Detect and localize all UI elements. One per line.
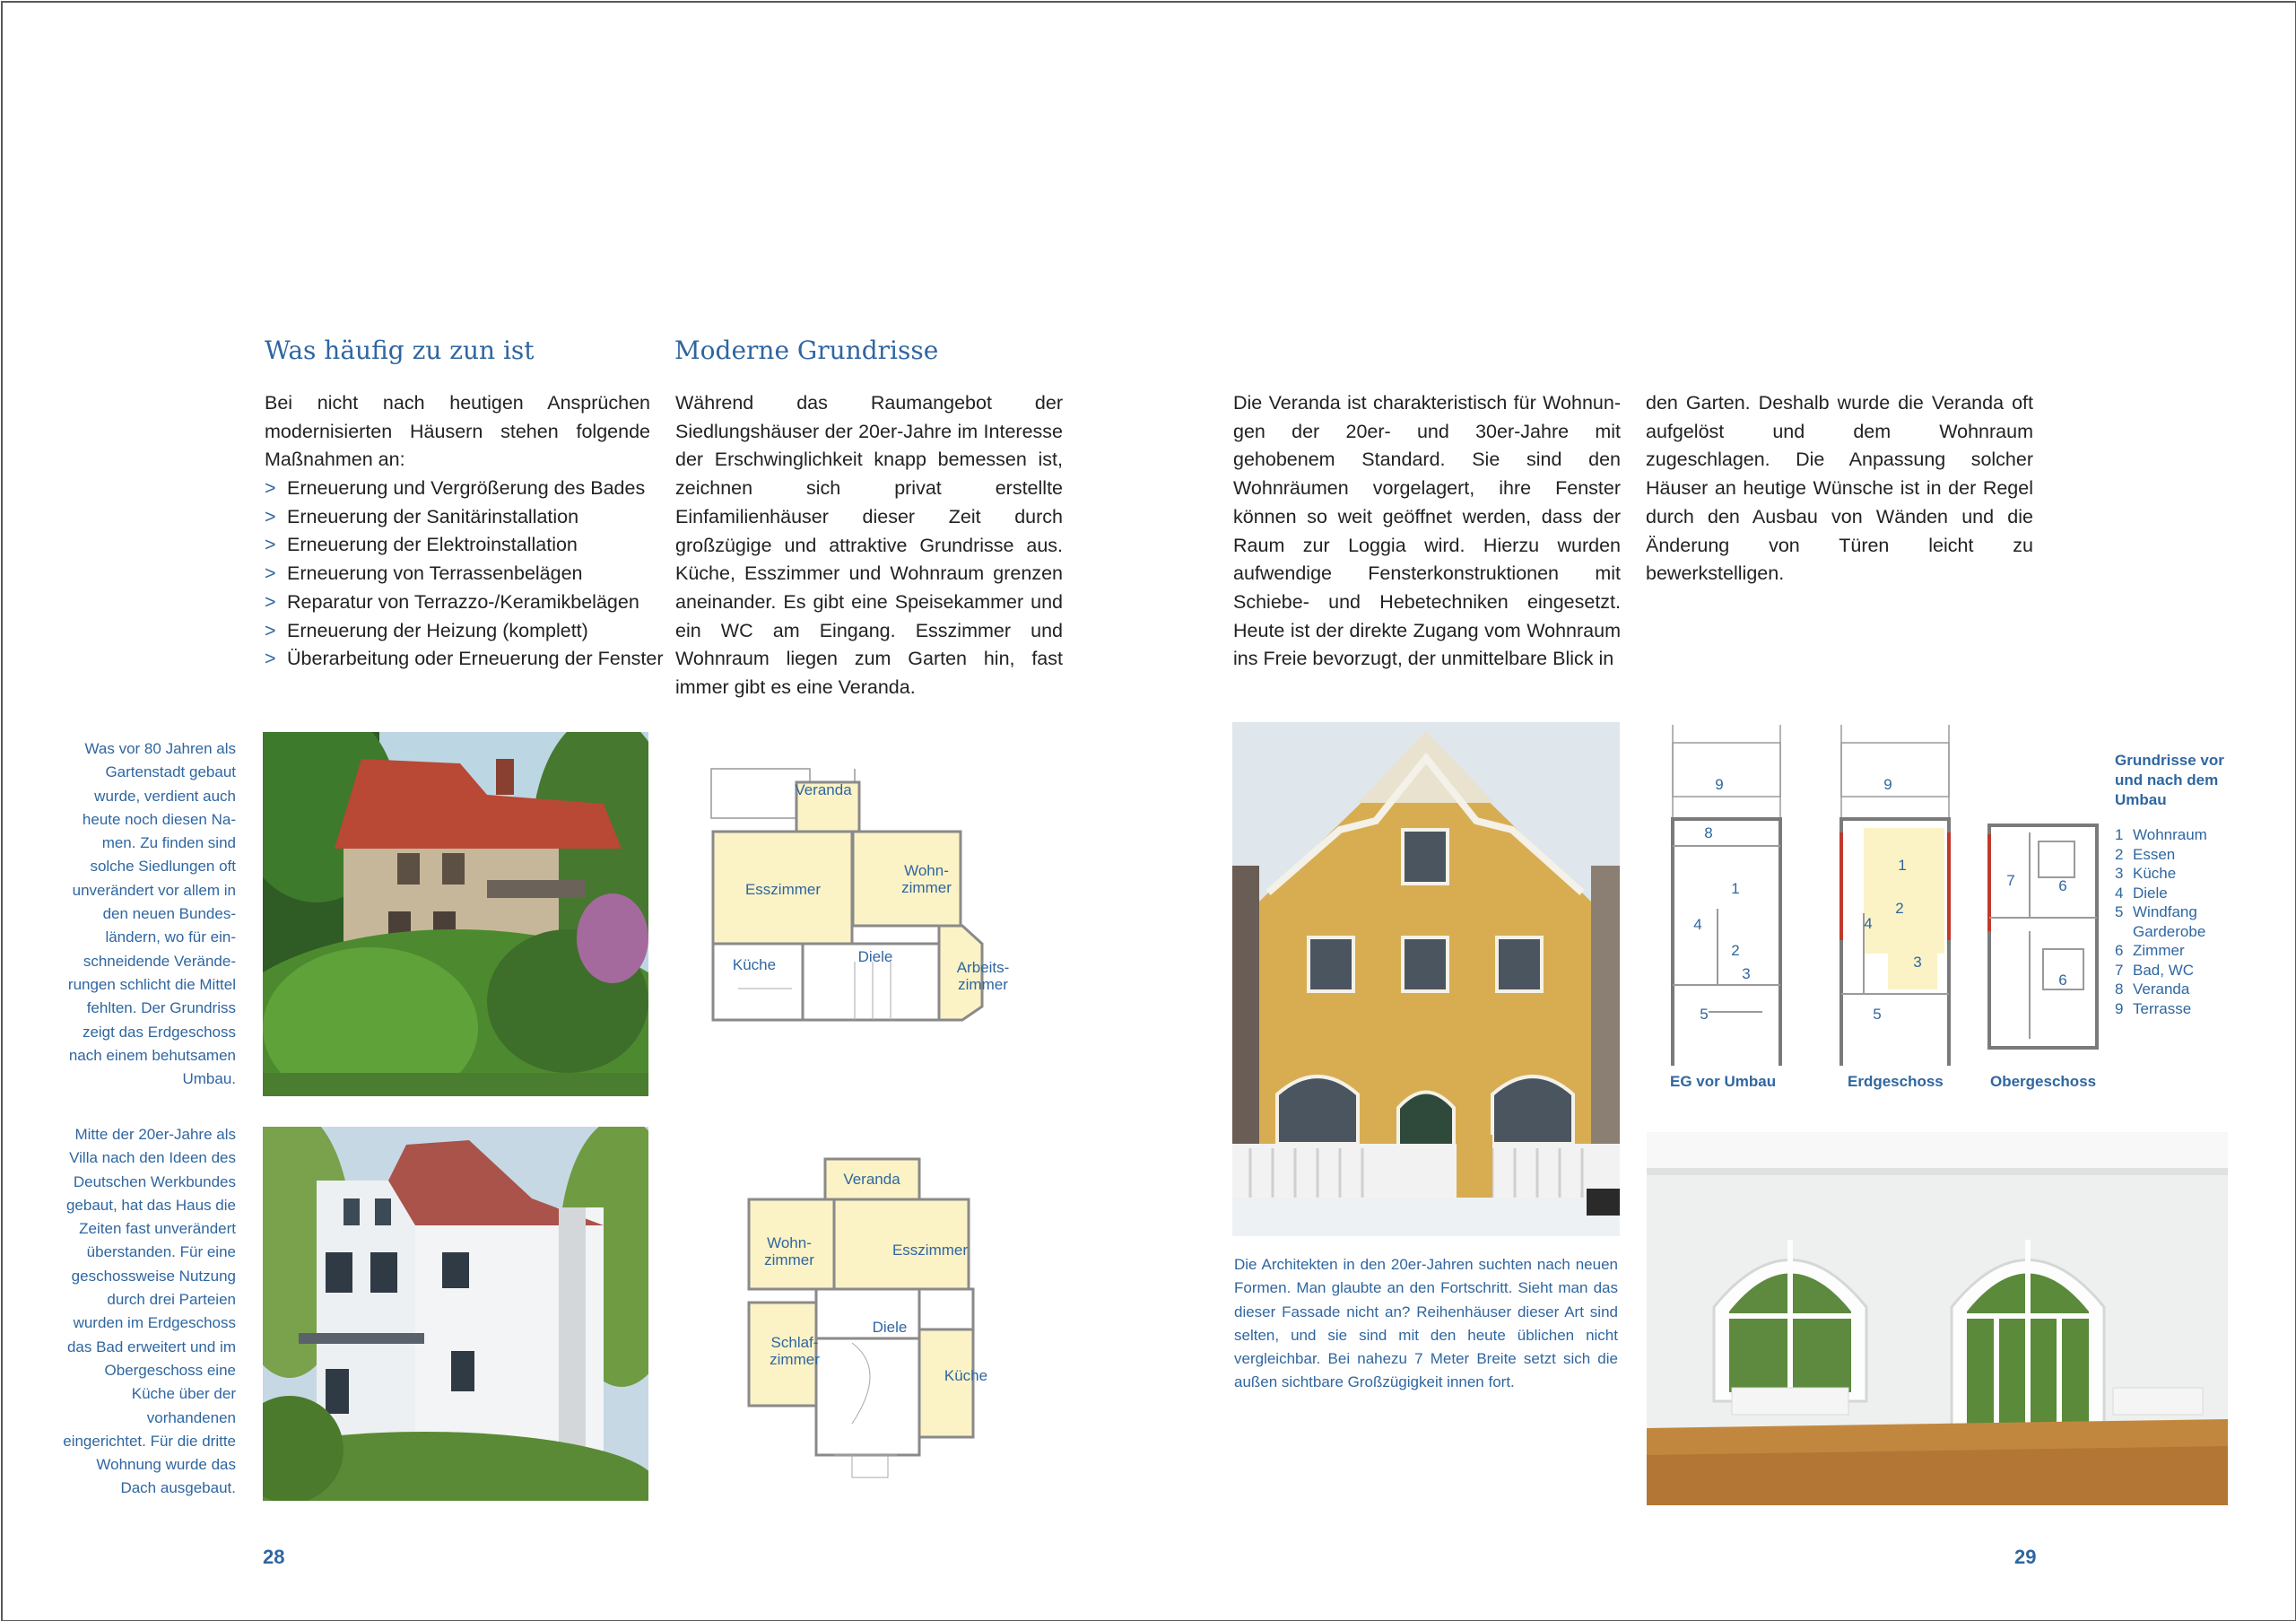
- room-label: zimmer: [764, 1251, 814, 1268]
- legend-item: Garderobe: [2133, 922, 2206, 940]
- legend-item: 9 Terrasse: [2115, 999, 2192, 1017]
- list-item: > Erneuerung der Sanitärinstallation: [265, 505, 579, 527]
- plan-label-ground: Erdgeschoss: [1848, 1073, 1944, 1090]
- legend-item: 6 Zimmer: [2115, 942, 2185, 959]
- page-number-left: 28: [263, 1546, 285, 1568]
- svg-text:1: 1: [1731, 880, 1740, 897]
- veranda-text-cont: den Garten. Deshalb wurde die Veranda oft aufgelöst und dem Wohnraum zugeschlagen. Die Anpassung solcher Häuser an heutige Wünsche ist in der Regel durch den Ausbau von Wänden und die Änderung von Türen leicht zu bewerkstelligen.: [1646, 392, 2033, 585]
- photo-yellow-facade: [1232, 722, 1620, 1236]
- photo-garden-house: [263, 732, 648, 1096]
- svg-text:9: 9: [1883, 776, 1892, 793]
- heading-maintenance: Was häufig zu zun ist: [265, 336, 535, 365]
- room-label: zimmer: [901, 879, 952, 896]
- svg-text:4: 4: [1693, 916, 1702, 933]
- room-label: Esszimmer: [744, 881, 822, 898]
- room-label: Veranda: [795, 781, 852, 798]
- list-item: > Erneuerung von Terrassenbelägen: [265, 562, 583, 585]
- legend-item: 2 Essen: [2115, 845, 2176, 863]
- legend-title: Grundrisse vor und nach dem Umbau: [2115, 752, 2224, 808]
- list-item: > Reparatur von Terrazzo-/Keramikbelägen: [265, 590, 639, 613]
- list-item: > Überarbeitung oder Erneuerung der Fenster: [265, 648, 664, 670]
- list-item: > Erneuerung und Vergrößerung des Bades: [265, 477, 646, 499]
- maintenance-list: [265, 475, 664, 674]
- caption-garden-city: Was vor 80 Jahren als Gartenstadt gebaut wurde, verdient auch heute noch diesen Namen. Zu finden sind solche Siedlungen oft unverändert vor allem in den neuen Bundesländern, wo für einschneidende Veränderungen schlicht die Mittel fehlten. Der Grundriss zeigt das Erdgeschoss nach einem behutsamen Umbau.: [67, 740, 236, 1088]
- floorplan-eg-before: [1664, 725, 1789, 1066]
- page-number-right: 29: [2014, 1546, 2037, 1568]
- caption-werkbund-villa: Mitte der 20er-Jahre als Villa nach den Ideen des Deutschen Werkbundes gebaut, hat das Haus die Zeiten fast unverändert überstanden. Für eine geschossweise Nutzung durch drei Parteien wurden im Erdgeschoss das Bad erweitert und im Obergeschoss eine Küche über der vorhandenen eingerichtet. Für die dritte Wohnung wurde das Dach ausgebaut.: [63, 1126, 236, 1497]
- list-item: > Erneuerung der Heizung (komplett): [265, 619, 588, 641]
- maintenance-intro: Bei nicht nach heutigen Ansprüchen modernisierten Häusern stehen folgende Maßnahmen an:: [265, 392, 650, 471]
- svg-text:3: 3: [1742, 965, 1751, 982]
- room-label: Wohn-: [767, 1234, 812, 1251]
- room-label: Esszimmer: [891, 1242, 969, 1259]
- svg-text:2: 2: [1731, 942, 1740, 959]
- svg-text:2: 2: [1895, 900, 1904, 917]
- caption-facade: Die Architekten in den 20er-Jahren suchten nach neuen Formen. Man glaubte an den Fortschritt. Sieht man das dieser Fassade nicht an? Reihenhäuser dieser Art sind selten, und sie sind mit den heute üblichen nicht vergleichbar. Bei nahezu 7 Meter Breite setzt sich die außen sichtbare Großzügigkeit innen fort.: [1234, 1256, 1618, 1391]
- svg-text:8: 8: [1704, 824, 1713, 841]
- floorplan-ground-floor-after: [1832, 725, 1958, 1066]
- room-label: Küche: [732, 956, 777, 973]
- legend-item: 3 Küche: [2115, 865, 2177, 882]
- svg-text:6: 6: [2058, 877, 2067, 894]
- room-label: Diele: [872, 1319, 908, 1336]
- photo-interior-arched-windows: [1647, 1132, 2228, 1505]
- plan-label-before: EG vor Umbau: [1670, 1073, 1777, 1090]
- svg-text:7: 7: [2006, 872, 2015, 889]
- floorplan-ground-floor-b: [718, 1155, 1013, 1486]
- room-label: zimmer: [770, 1351, 820, 1368]
- legend-item: 4 Diele: [2115, 884, 2168, 902]
- svg-text:1: 1: [1898, 857, 1907, 874]
- room-label: Veranda: [843, 1171, 900, 1188]
- room-label: Küche: [944, 1367, 988, 1384]
- legend-item: 5 Windfang: [2115, 903, 2197, 920]
- modern-floorplans-text: Während das Raumangebot der Siedlungshäuser der 20er-Jahre im Interesse der Erschwinglichkeit knapp bemessen ist, zeichnen sich privat erstellte Einfamilienhäuser dieser Zeit durch großzügige und attraktive Grundrisse aus. Küche, Esszimmer und Wohnraum grenzen aneinander. Es gibt eine Speisekammer und ein WC am Eingang. Esszimmer und Wohnraum liegen zum Garten hin, fast immer gibt es eine Veranda.: [675, 392, 1063, 699]
- veranda-text: Die Veranda ist charakteristisch für Wohnungen der 20er- und 30er-Jahre mit gehobenem Standard. Sie sind den Wohnräumen vorgelagert, ihre Fenster können so weit geöffnet werden, dass der Raum zur Loggia wird. Hierzu wurden aufwendige Fensterkonstruktionen mit Schiebe- und Hebetechniken eingesetzt. Heute ist der direkte Zugang vom Wohnraum ins Freie bevorzugt, der unmittelbare Blick in: [1233, 392, 1621, 670]
- room-label: zimmer: [958, 976, 1008, 993]
- svg-text:3: 3: [1913, 954, 1922, 971]
- room-label: Diele: [857, 948, 893, 965]
- legend-item: 8 Veranda: [2115, 980, 2190, 998]
- legend-item: 7 Bad, WC: [2115, 961, 2195, 979]
- room-label: Arbeits-: [956, 959, 1010, 976]
- list-item: > Erneuerung der Elektroinstallation: [265, 534, 578, 556]
- svg-text:5: 5: [1873, 1006, 1882, 1023]
- svg-text:5: 5: [1700, 1006, 1709, 1023]
- legend-list: [2115, 825, 2207, 1018]
- svg-text:9: 9: [1715, 776, 1724, 793]
- room-label: Wohn-: [904, 862, 949, 879]
- floorplan-upper-floor: [1980, 815, 2106, 1066]
- room-label: Schlaf-: [770, 1334, 819, 1351]
- svg-text:6: 6: [2058, 972, 2067, 989]
- svg-text:4: 4: [1864, 915, 1873, 932]
- legend-item: 1 Wohnraum: [2115, 826, 2207, 843]
- photo-white-villa: [263, 1127, 648, 1501]
- floorplan-ground-floor-a: [702, 764, 1043, 1024]
- plan-label-upper: Obergeschoss: [1990, 1073, 2097, 1090]
- heading-modern-floorplans: Moderne Grundrisse: [674, 336, 939, 365]
